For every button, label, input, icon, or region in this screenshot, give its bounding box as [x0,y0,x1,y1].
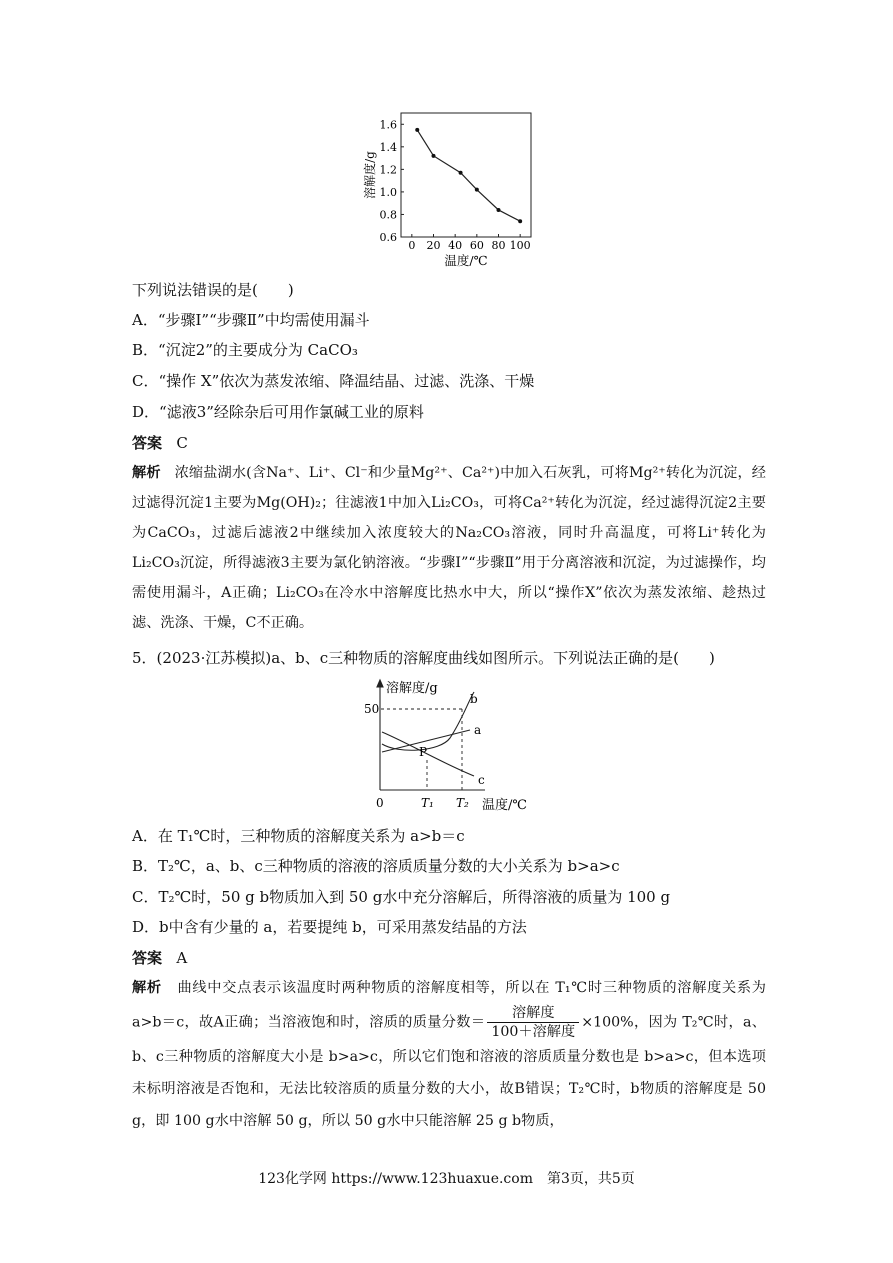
chart2-ylabel: 溶解度/g [386,681,438,696]
q4-answer-label: 答案 [132,434,163,452]
chart1-x-tick-label: 100 [509,239,531,252]
chart2-t1-label: T₁ [421,796,434,810]
chart2-origin: 0 [376,796,384,810]
q4-option-b: B．“沉淀2”的主要成分为 CaCO₃ [132,341,358,359]
mass-fraction-formula [487,1004,579,1041]
q5-analysis-label: 解析 [132,980,162,996]
q4-analysis [132,458,766,638]
q5-option-d: D．b中含有少量的 a，若要提纯 b，可采用蒸发结晶的方法 [132,918,527,936]
chart1-y-tick-label: 1.4 [379,140,397,154]
chart1-data-point [518,219,522,223]
chart1-data-point [432,154,436,158]
chart1-y-tick-label: 1.2 [379,163,397,177]
chart1-xlabel: 温度/℃ [444,253,488,268]
chart2-curve-b [382,692,474,750]
q5-analysis-text-1: 曲线中交点表示该温度时两种物质的溶解度相等，所以在 T₁℃时三种物质的溶解度关系为 a>b＝c，故A正确；当溶液饱和时，溶质的质量分数＝ [132,980,766,1031]
q4-option-c: C．“操作 X”依次为蒸发浓缩、降温结晶、过滤、洗涤、干燥 [132,372,535,390]
chart1-data-point [415,128,419,132]
chart1-frame [401,113,531,237]
q4-answer [132,433,188,453]
q5-analysis [132,972,766,1137]
chart1-ylabel: 溶解度/g [363,151,377,199]
chart2-label-a: a [474,723,482,737]
q4-answer-value: C [176,434,188,452]
chart2-y-arrow [377,680,383,687]
chart1-x-tick-label: 80 [491,239,506,252]
q5-question: 5．(2023·江苏模拟)a、b、c三种物质的溶解度曲线如图所示。下列说法正确的是( ) [132,649,715,667]
solubility-chart-1 [0,0,893,270]
chart1-y-tick-label: 1.0 [379,185,397,199]
q5-option-a: A．在 T₁℃时，三种物质的溶解度关系为 a>b＝c [132,827,465,845]
chart1-series-line [417,130,520,221]
q5-answer-label: 答案 [132,949,163,967]
q4-analysis-label: 解析 [132,465,161,481]
q5-option-c: C．T₂℃时，50 g b物质加入到 50 g水中充分溶解后，所得溶液的质量为 100 g [132,888,671,906]
chart2-curve-c [382,732,474,776]
chart2-label-b: b [470,692,478,706]
chart1-y-tick-label: 0.8 [379,208,397,222]
q5-answer [132,948,187,968]
formula-numerator: 溶解度 [487,1004,579,1023]
formula-denominator: 100＋溶解度 [491,1024,576,1040]
chart1-x-tick-label: 20 [426,239,441,252]
chart2-y-50: 50 [364,702,380,716]
q5-option-b: B．T₂℃，a、b、c三种物质的溶液的溶质质量分数的大小关系为 b>a>c [132,857,620,875]
chart2-point-p: P [419,745,428,759]
q4-analysis-text: 浓缩盐湖水(含Na⁺、Li⁺、Cl⁻和少量Mg²⁺、Ca²⁺)中加入石灰乳，可将Mg²⁺转化为沉淀，经过滤得沉淀1主要为Mg(OH)₂；往滤液1中加入Li₂CO₃，可将Ca²⁺转化为沉淀，经过滤得沉淀2主要为CaCO₃，过滤后滤液2中继续加入浓度较大的Na₂CO₃溶液，同时升高温度，可将Li⁺转化为Li₂CO₃沉淀，所得滤液3主要为氯化钠溶液。“步骤Ⅰ”“步骤Ⅱ”用于分离溶液和沉淀，为过滤操作，均需使用漏斗，A正确；Li₂CO₃在冷水中溶解度比热水中大，所以“操作X”依次为蒸发浓缩、趁热过滤、洗涤、干燥，C不正确。 [132,465,766,631]
chart2-label-c: c [478,773,485,787]
chart1-x-tick-label: 0 [408,239,416,252]
page-footer: 123化学网 https://www.123huaxue.com 第3页，共5页 [258,1171,635,1187]
chart1-y-tick-label: 0.6 [379,231,397,244]
q4-option-a: A．“步骤Ⅰ”“步骤Ⅱ”中均需使用漏斗 [132,311,370,329]
solubility-chart-2 [0,672,893,822]
chart1-data-point [497,208,501,212]
q4-question: 下列说法错误的是( ) [132,281,294,299]
chart1-data-point [475,188,479,192]
chart1-y-tick-label: 1.6 [379,118,397,132]
q5-analysis-text-2: ×100%，因为 T₂℃时，a、b、c三种物质的溶解度大小是 b>a>c，所以它们饱和溶液的溶质质量分数也是 b>a>c，但本选项未标明溶液是否饱和，无法比较溶质的质量分数的大小，故B错误；T₂℃时，b物质的溶解度是 50 g，即 100 g水中溶解 50 g，所以 50 g水中只能溶解 25 g b物质， [132,1014,766,1129]
chart2-xlabel: 温度/℃ [482,798,527,813]
chart1-data-point [459,171,463,175]
q5-answer-value: A [176,949,188,967]
q4-option-d: D．“滤液3”经除杂后可用作氯碱工业的原料 [132,403,424,421]
chart1-x-tick-label: 40 [448,239,463,252]
chart1-x-tick-label: 60 [469,239,484,252]
chart2-t2-label: T₂ [456,796,469,810]
